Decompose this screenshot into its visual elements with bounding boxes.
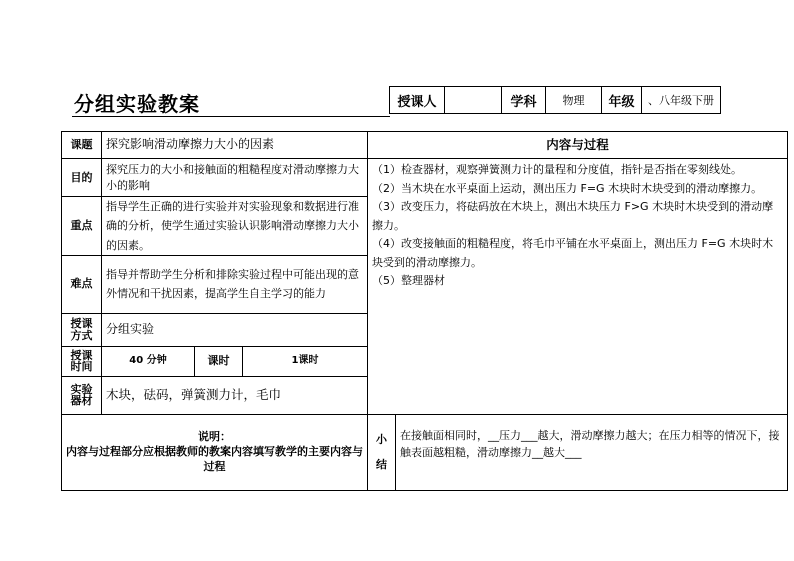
note	[62, 414, 368, 490]
period-value: 1课时	[243, 346, 368, 376]
time-label: 授课时间	[62, 346, 102, 376]
method-value: 分组实验	[102, 313, 368, 346]
goal-value: 探究压力的大小和接触面的粗糙程度对滑动摩擦力大小的影响	[102, 159, 368, 197]
header-table	[389, 86, 721, 114]
equipment-value: 木块，砝码，弹簧测力计，毛巾	[102, 376, 368, 414]
step-4: （4）改变接触面的粗糙程度，将毛巾平铺在水平桌面上，测出压力 F=G 木块时木块受到的滑动摩擦力。	[372, 237, 774, 269]
step-3: （3）改变压力，将砝码放在木块上，测出木块压力 F>G 木块时木块受到的滑动摩擦力。	[372, 200, 774, 232]
subject-value: 物理	[546, 87, 602, 114]
summary-text: 在接触面相同时，__压力___越大，滑动摩擦力越大；在压力相等的情况下，接触表面越粗糙，滑动摩擦力__越大___	[396, 414, 788, 490]
topic-value: 探究影响滑动摩擦力大小的因素	[102, 132, 368, 159]
time-value: 40 分钟	[102, 346, 195, 376]
subject-label: 学科	[502, 87, 546, 114]
step-2: （2）当木块在水平桌面上运动，测出压力 F=G 木块时木块受到的滑动摩擦力。	[372, 181, 763, 195]
note-title: 说明：	[198, 429, 231, 443]
key-value: 指导学生正确的进行实验并对实验现象和数据进行准确的分析，使学生通过实验认识影响滑动摩擦力大小的因素。	[102, 197, 368, 256]
page-title: 分组实验教案	[74, 92, 200, 116]
difficulty-label: 难点	[62, 255, 102, 313]
grade-label: 年级	[602, 87, 642, 114]
teacher-label: 授课人	[390, 87, 445, 114]
goal-label: 目的	[62, 159, 102, 197]
step-5: （5）整理器材	[372, 274, 446, 287]
lesson-table	[61, 131, 788, 491]
grade-value: 、八年级下册	[642, 87, 721, 114]
content-header: 内容与过程	[368, 132, 788, 159]
teacher-value	[445, 87, 502, 114]
equipment-label: 实验器材	[62, 376, 102, 414]
title-underline	[72, 116, 390, 117]
note-text: 内容与过程部分应根据教师的教案内容填写教学的主要内容与过程	[66, 444, 363, 473]
content-process	[368, 159, 788, 415]
key-label: 重点	[62, 197, 102, 256]
method-label: 授课方式	[62, 313, 102, 346]
summary-label: 小结	[368, 414, 396, 490]
difficulty-value: 指导并帮助学生分析和排除实验过程中可能出现的意外情况和干扰因素，提高学生自主学习的能力	[102, 255, 368, 313]
topic-label: 课题	[62, 132, 102, 159]
step-1: （1）检查器材，观察弹簧测力计的量程和分度值，指针是否指在零刻线处。	[372, 163, 743, 176]
period-label: 课时	[195, 346, 243, 376]
